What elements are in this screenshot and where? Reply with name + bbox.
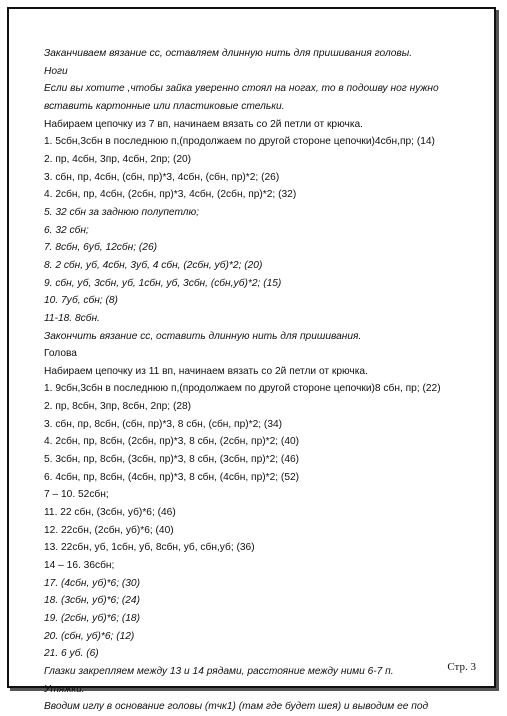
- text-line: 9. сбн, уб, 3сбн, уб, 1сбн, уб, 3сбн, (сбн,уб)*2; (15): [44, 277, 282, 289]
- text-line: 1. 9сбн,3сбн в последнюю п,(продолжаем по другой стороне цепочки)8 сбн, пр; (22): [44, 383, 441, 395]
- text-line: 14 – 16. 36сбн;: [44, 560, 115, 572]
- text-line: 2. пр, 8сбн, 3пр, 8сбн, 2пр; (28): [44, 401, 192, 413]
- document-body: [44, 45, 484, 716]
- text-line: 7. 8сбн, 6уб, 12сбн; (26): [44, 242, 157, 254]
- page-number: Стр. 3: [447, 661, 476, 673]
- text-line: Голова: [44, 348, 77, 360]
- text-line: 19. (2сбн, уб)*6; (18): [44, 613, 140, 624]
- text-line: 1. 5сбн,3сбн в последнюю п,(продолжаем по другой стороне цепочки)4сбн,пр; (14): [44, 136, 435, 148]
- text-line: Утяжки:: [44, 683, 85, 695]
- text-line: вставить картонные или пластиковые стельки.: [44, 100, 285, 112]
- text-line: 18. (3сбн, уб)*6; (24): [44, 595, 140, 607]
- text-line: 6. 32 сбн;: [44, 224, 89, 236]
- text-line: Набираем цепочку из 11 вп, начинаем вязать со 2й петли от крючка.: [44, 365, 368, 377]
- text-line: 3. сбн, пр, 8сбн, (сбн, пр)*3, 8 сбн, (сбн, пр)*2; (34): [44, 418, 283, 430]
- text-line: 20. (сбн, уб)*6; (12): [44, 630, 135, 642]
- text-line: 5. 3сбн, пр, 8сбн, (3сбн, пр)*3, 8 сбн, (3сбн, пр)*2; (46): [44, 454, 300, 466]
- text-line: 5. 32 сбн за заднюю полупетлю;: [44, 206, 199, 218]
- text-line: 7 – 10. 52сбн;: [44, 489, 109, 501]
- text-line: Ноги: [44, 65, 68, 77]
- text-line: 4. 2сбн, пр, 4сбн, (2сбн, пр)*3, 4сбн, (2сбн, пр)*2; (32): [44, 189, 297, 201]
- text-line: 4. 2сбн, пр, 8сбн, (2сбн, пр)*3, 8 сбн, (2сбн, пр)*2; (40): [44, 436, 300, 448]
- text-line: 11-18. 8сбн.: [44, 312, 100, 324]
- text-line: 12. 22сбн, (2сбн, уб)*6; (40): [44, 524, 174, 536]
- text-line: Заканчиваем вязание сс, оставляем длинную нить для пришивания головы.: [44, 48, 413, 59]
- text-line: Если вы хотите ,чтобы зайка уверенно стоял на ногах, то в подошву ног нужно: [44, 83, 439, 95]
- text-line: 10. 7уб, сбн; (8): [44, 295, 118, 307]
- text-line: Глазки закрепляем между 13 и 14 рядами, расстояние между ними 6-7 п.: [44, 665, 394, 677]
- text-line: 11. 22 сбн, (3сбн, уб)*6; (46): [44, 507, 176, 519]
- page-frame: [7, 7, 496, 713]
- text-line: Закончить вязание сс, оставить длинную нить для пришивания.: [44, 330, 362, 342]
- text-line: Набираем цепочку из 7 вп, начинаем вязать со 2й петли от крючка.: [44, 118, 363, 130]
- text-line: 2. пр, 4сбн, 3пр, 4сбн, 2пр; (20): [44, 153, 192, 165]
- text-line: 17. (4сбн, уб)*6; (30): [44, 577, 140, 589]
- text-line: 13. 22сбн, уб, 1сбн, уб, 8сбн, уб, сбн,уб; (36): [44, 542, 255, 554]
- text-line: Вводим иглу в основание головы (тчк1) (там где будет шея) и выводим ее под: [44, 701, 429, 713]
- text-line: 8. 2 сбн, уб, 4сбн, 3уб, 4 сбн, (2сбн, уб)*2; (20): [44, 259, 263, 271]
- text-line: 21. 6 уб. (6): [44, 648, 99, 660]
- text-line: 6. 4сбн, пр, 8сбн, (4сбн, пр)*3, 8 сбн, (4сбн, пр)*2; (52): [44, 471, 300, 483]
- text-line: 3. сбн, пр, 4сбн, (сбн, пр)*3, 4сбн, (сбн, пр)*2; (26): [44, 171, 280, 183]
